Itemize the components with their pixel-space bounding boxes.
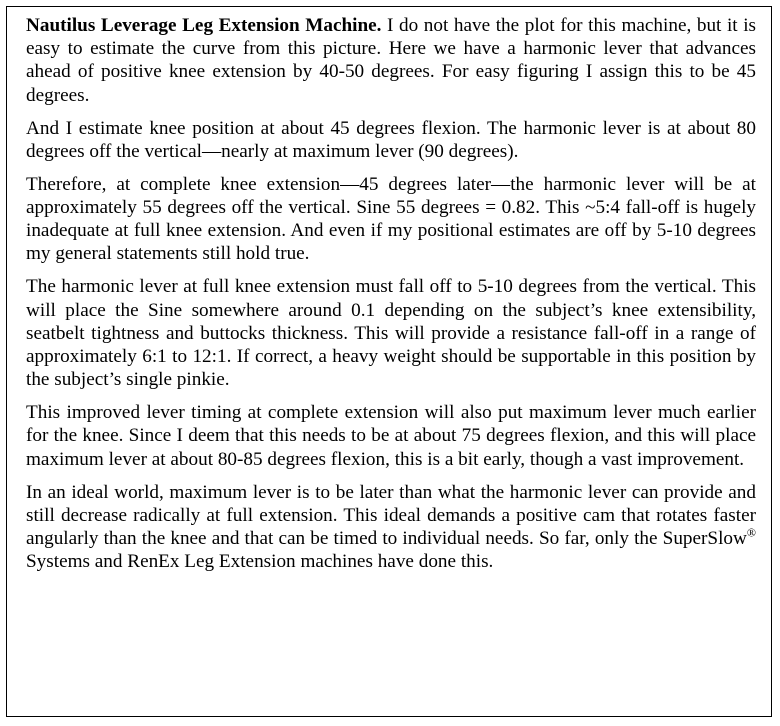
paragraph-4: The harmonic lever at full knee extension must fall off to 5-10 degrees from the vertical. This will place the Sine somewhere around 0.1 depending on the subject’s knee extensibility, seatbelt tightness and buttocks thickness. This will provide a resistance fall-off in a range of approximately 6:1 to 12:1. If correct, a heavy weight should be supportable in this position by the subject’s single pinkie. — [26, 276, 756, 391]
paragraph-6-text-end: Systems and RenEx Leg Extension machines have done this. — [26, 551, 494, 573]
paragraph-3: Therefore, at complete knee extension—45 degrees later—the harmonic lever will be at approximately 55 degrees off the vertical. Sine 55 degrees = 0.82. This ~5:4 fall-off is hugely inadequate at full knee extension. And even if my positional estimates are off by 5-10 degrees my general statements still hold true. — [26, 173, 756, 265]
paragraph-1 — [26, 14, 756, 107]
machine-heading: Nautilus Leverage Leg Extension Machine. — [26, 15, 382, 36]
paragraph-6-text-start: In an ideal world, maximum lever is to be later than what the harmonic lever can provide and still decrease radically at full extension. This ideal demands a positive cam that rotates faster angularly than the knee and that can be timed to individual needs. So far, only the SuperSlow — [26, 481, 756, 550]
paragraph-2: And I estimate knee position at about 45 degrees flexion. The harmonic lever is at about 80 degrees off the vertical—nearly at maximum lever (90 degrees). — [26, 117, 756, 162]
document-body — [26, 14, 756, 583]
paragraph-5: This improved lever timing at complete extension will also put maximum lever much earlier for the knee. Since I deem that this needs to be at about 75 degrees flexion, and this will place maximum lever at about 80-85 degrees flexion, this is a bit early, though a vast improvement. — [26, 402, 756, 470]
registered-mark: ® — [746, 525, 756, 540]
paragraph-1-text: I do not have the plot for this machine, but it is easy to estimate the curve from this picture. Here we have a harmonic lever that advances ahead of positive knee extension by 40-50 degrees. For easy figuring I assign this to be 45 degrees. — [26, 15, 757, 106]
paragraph-6 — [26, 481, 756, 574]
